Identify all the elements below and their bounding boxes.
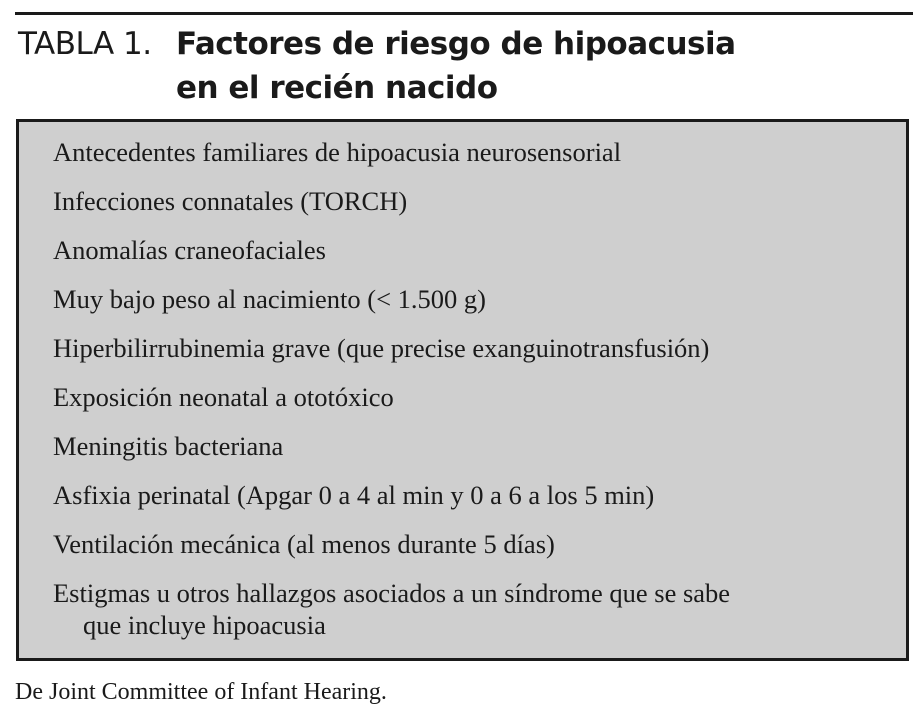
- risk-factor-item: Meningitis bacteriana: [53, 431, 284, 461]
- table-title-line-1: Factores de riesgo de hipoacusia: [176, 26, 736, 62]
- table-title: [176, 22, 736, 110]
- risk-factor-item: Antecedentes familiares de hipoacusia neurosensorial: [53, 137, 622, 167]
- risk-factor-table: [16, 119, 909, 661]
- source-note: De Joint Committee of Infant Hearing.: [15, 679, 387, 705]
- top-rule: [15, 12, 913, 15]
- risk-factor-item-multiline: [19, 579, 883, 640]
- risk-factor-item: Infecciones connatales (TORCH): [53, 186, 408, 216]
- risk-factor-item: Muy bajo peso al nacimiento (< 1.500 g): [53, 284, 486, 314]
- table-label: TABLA 1.: [18, 26, 152, 62]
- risk-factor-item: Hiperbilirrubinemia grave (que precise exanguinotransfusión): [53, 333, 710, 363]
- risk-factor-item: Anomalías craneofaciales: [53, 235, 326, 265]
- table-title-line-2: en el recién nacido: [176, 70, 498, 106]
- risk-factor-line-2: que incluye hipoacusia: [83, 610, 326, 640]
- risk-factor-item: Asfixia perinatal (Apgar 0 a 4 al min y 0 a 6 a los 5 min): [53, 480, 655, 510]
- risk-factor-list: [19, 122, 906, 640]
- risk-factor-line-1: Estigmas u otros hallazgos asociados a un síndrome que se sabe: [53, 578, 731, 608]
- risk-factor-item: Exposición neonatal a ototóxico: [53, 382, 394, 412]
- risk-factor-item: Ventilación mecánica (al menos durante 5 días): [53, 529, 555, 559]
